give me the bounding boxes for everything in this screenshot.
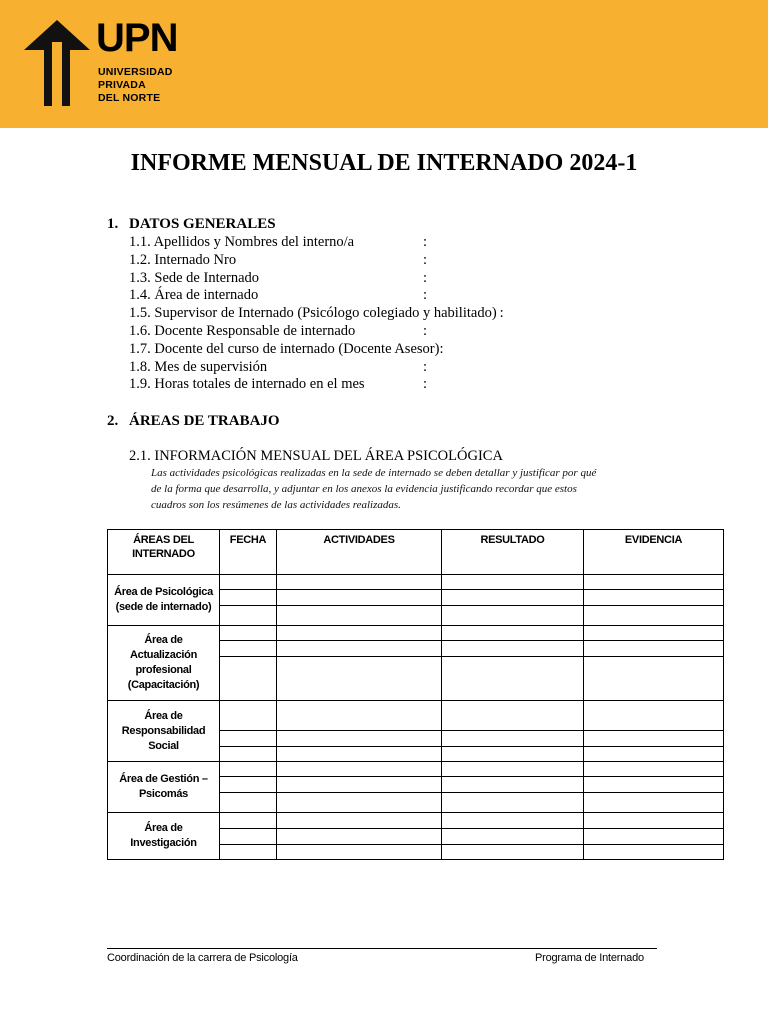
- field-row: [129, 305, 549, 323]
- table-cell[interactable]: [277, 657, 442, 701]
- area-name-cell: Área de Responsabilidad Social: [108, 701, 220, 762]
- table-cell[interactable]: [442, 793, 584, 813]
- table-cell[interactable]: [220, 762, 277, 777]
- table-cell[interactable]: [442, 641, 584, 657]
- section-description: [151, 465, 671, 513]
- table-cell[interactable]: [220, 845, 277, 860]
- column-header: EVIDENCIA: [584, 530, 724, 575]
- table-cell[interactable]: [277, 590, 442, 606]
- field-colon: :: [423, 376, 428, 393]
- table-cell[interactable]: [584, 641, 724, 657]
- table-cell[interactable]: [442, 590, 584, 606]
- table-cell[interactable]: [584, 606, 724, 626]
- column-header: FECHA: [220, 530, 277, 575]
- table-cell[interactable]: [584, 626, 724, 641]
- table-cell[interactable]: [442, 701, 584, 731]
- table-cell[interactable]: [277, 829, 442, 845]
- table-cell[interactable]: [584, 731, 724, 747]
- field-label: 1.2. Internado Nro: [129, 251, 237, 268]
- table-cell[interactable]: [277, 747, 442, 762]
- table-cell[interactable]: [442, 606, 584, 626]
- section-number: 1.: [107, 216, 119, 232]
- table-cell[interactable]: [277, 762, 442, 777]
- table-cell[interactable]: [442, 747, 584, 762]
- field-row: [129, 234, 549, 252]
- table-cell[interactable]: [584, 575, 724, 590]
- table-cell[interactable]: [277, 641, 442, 657]
- document-title: INFORME MENSUAL DE INTERNADO 2024-1: [130, 150, 638, 176]
- table-row: [108, 813, 724, 829]
- field-label: 1.7. Docente del curso de internado (Docente Asesor): [129, 340, 440, 357]
- table-cell[interactable]: [584, 590, 724, 606]
- table-cell[interactable]: [442, 813, 584, 829]
- field-colon: :: [423, 322, 428, 339]
- table-cell[interactable]: [277, 845, 442, 860]
- logo-line: UNIVERSIDAD: [98, 66, 173, 78]
- header-band: [0, 0, 768, 128]
- table-cell[interactable]: [277, 575, 442, 590]
- logo-text: UPN: [96, 16, 178, 60]
- areas-table-container: [107, 529, 724, 860]
- footer-right-text: Programa de Internado: [535, 952, 644, 964]
- table-cell[interactable]: [584, 701, 724, 731]
- table-row: [108, 701, 724, 731]
- field-row: [129, 323, 549, 341]
- field-label: 1.5. Supervisor de Internado (Psicólogo colegiado y habilitado): [129, 305, 497, 322]
- field-label: 1.6. Docente Responsable de internado: [129, 322, 356, 339]
- logo-line: PRIVADA: [98, 79, 146, 91]
- area-name-cell: Área de Psicológica (sede de internado): [108, 575, 220, 626]
- field-colon: :: [423, 269, 428, 286]
- footer-divider: [107, 948, 657, 949]
- upward-arrow-icon: [24, 20, 90, 106]
- section-heading: [107, 216, 276, 233]
- table-cell[interactable]: [442, 845, 584, 860]
- table-cell[interactable]: [220, 641, 277, 657]
- field-row: [129, 252, 549, 270]
- table-cell[interactable]: [584, 845, 724, 860]
- table-cell[interactable]: [220, 626, 277, 641]
- field-label: 1.4. Área de internado: [129, 287, 259, 304]
- field-label: 1.3. Sede de Internado: [129, 269, 260, 286]
- table-cell[interactable]: [277, 777, 442, 793]
- areas-table: [107, 529, 724, 860]
- column-header: ACTIVIDADES: [277, 530, 442, 575]
- table-cell[interactable]: [442, 777, 584, 793]
- table-cell[interactable]: [220, 813, 277, 829]
- subsection-title: 2.1. INFORMACIÓN MENSUAL DEL ÁREA PSICOLÓGICA: [129, 448, 503, 464]
- table-cell[interactable]: [220, 701, 277, 731]
- table-cell[interactable]: [584, 793, 724, 813]
- table-cell[interactable]: [584, 747, 724, 762]
- table-cell[interactable]: [584, 777, 724, 793]
- field-label: 1.1. Apellidos y Nombres del interno/a: [129, 234, 355, 250]
- column-header: RESULTADO: [442, 530, 584, 575]
- table-cell[interactable]: [220, 793, 277, 813]
- table-cell[interactable]: [220, 731, 277, 747]
- table-cell[interactable]: [584, 829, 724, 845]
- table-cell[interactable]: [220, 777, 277, 793]
- table-cell[interactable]: [220, 829, 277, 845]
- table-cell[interactable]: [220, 657, 277, 701]
- table-row: [108, 575, 724, 590]
- table-cell[interactable]: [277, 701, 442, 731]
- table-cell[interactable]: [277, 793, 442, 813]
- field-label: 1.9. Horas totales de internado en el mes: [129, 376, 365, 393]
- area-name-cell: Área de Gestión – Psicomás: [108, 762, 220, 813]
- table-cell[interactable]: [442, 731, 584, 747]
- section-title: DATOS GENERALES: [129, 216, 276, 232]
- field-colon: :: [423, 287, 428, 304]
- field-row: [129, 341, 549, 359]
- table-cell[interactable]: [277, 606, 442, 626]
- table-cell[interactable]: [584, 657, 724, 701]
- footer-left-text: Coordinación de la carrera de Psicología: [107, 952, 298, 964]
- area-name-cell: Área de Actualización profesional (Capacitación): [108, 626, 220, 701]
- description-line: Las actividades psicológicas realizadas en la sede de internado se deben detallar y justificar por qué: [151, 467, 597, 479]
- table-cell[interactable]: [442, 762, 584, 777]
- field-colon: :: [423, 358, 428, 375]
- section-heading: [107, 413, 280, 430]
- field-colon: :: [439, 340, 444, 357]
- table-cell[interactable]: [277, 813, 442, 829]
- general-data-list: [129, 234, 549, 394]
- table-header-row: [108, 530, 724, 575]
- table-cell[interactable]: [220, 575, 277, 590]
- table-cell[interactable]: [220, 590, 277, 606]
- table-cell[interactable]: [442, 657, 584, 701]
- section-title: ÁREAS DE TRABAJO: [129, 413, 280, 429]
- field-row: [129, 376, 549, 394]
- table-cell[interactable]: [277, 731, 442, 747]
- table-row: [108, 626, 724, 641]
- area-name-cell: Área de Investigación: [108, 813, 220, 860]
- field-row: [129, 270, 549, 288]
- description-line: de la forma que desarrolla, y adjuntar en los anexos la evidencia justificando recordar que estos: [151, 483, 577, 495]
- field-colon: :: [423, 234, 428, 250]
- table-cell[interactable]: [584, 813, 724, 829]
- table-cell[interactable]: [442, 626, 584, 641]
- field-row: [129, 359, 549, 377]
- field-row: [129, 287, 549, 305]
- description-line: cuadros son los resúmenes de las actividades realizadas.: [151, 499, 401, 511]
- table-cell[interactable]: [220, 606, 277, 626]
- field-label: 1.8. Mes de supervisión: [129, 358, 268, 375]
- field-colon: :: [423, 251, 428, 268]
- table-cell[interactable]: [442, 829, 584, 845]
- column-header: ÁREAS DEL INTERNADO: [108, 530, 220, 575]
- logo-line: DEL NORTE: [98, 92, 161, 104]
- table-cell[interactable]: [584, 762, 724, 777]
- table-row: [108, 762, 724, 777]
- table-cell[interactable]: [442, 575, 584, 590]
- table-cell[interactable]: [277, 626, 442, 641]
- field-colon: :: [499, 305, 504, 322]
- logo-subtitle: [98, 66, 173, 105]
- section-number: 2.: [107, 413, 119, 429]
- table-cell[interactable]: [220, 747, 277, 762]
